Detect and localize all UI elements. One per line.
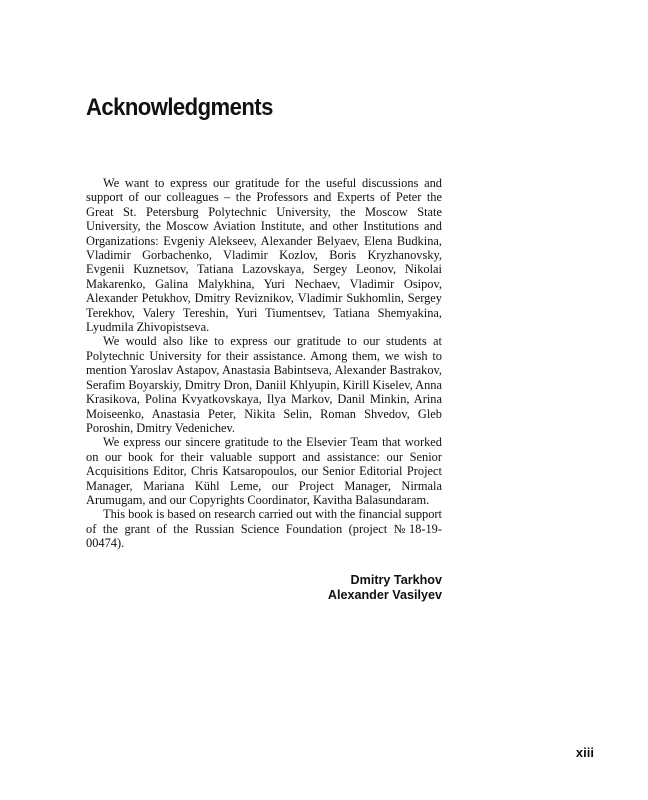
author-name: Dmitry Tarkhov bbox=[350, 573, 442, 587]
paragraph-elsevier-team: We express our sincere gratitude to the Elsevier Team that worked on our book for their valuable support and assistance: our Senior Acquisitions Editor, Chris Katsaropoulos, our Senior Editorial Project Manager, Mariana Kühl Leme, our Project Manager, Nirmala Arumugam, and our Copyrights Coordinator, Kavitha Balasundaram. bbox=[86, 435, 442, 507]
paragraph-students: We would also like to express our gratitude to our students at Polytechnic University for their assistance. Among them, we wish to mention Yaroslav Astapov, Anastasia Babintseva, Alexander Bastrakov, Serafim Boyarskiy, Dmitry Dron, Daniil Khlyupin, Kirill Kiselev, Anna Krasikova, Polina Kvyatkovskaya, Ilya Markov, Danil Minkin, Arina Moiseenko, Anastasia Peter, Nikita Selin, Roman Shvedov, Gleb Poroshin, Dmitry Vedenichev. bbox=[86, 334, 442, 435]
paragraph-funding: This book is based on research carried out with the financial support of the grant of the Russian Science Foundation (project №18-19-00474). bbox=[86, 507, 442, 551]
acknowledgments-body bbox=[86, 176, 442, 551]
page-title: Acknowledgments bbox=[86, 94, 273, 121]
author-name: Alexander Vasilyev bbox=[327, 588, 442, 602]
paragraph-colleagues: We want to express our gratitude for the useful discussions and support of our colleagues – the Professors and Experts of Peter the Great St. Petersburg Polytechnic University, the Moscow State University, the Moscow Aviation Institute, and other Institutions and Organizations: Evgeniy Alekseev, Alexander Belyaev, Elena Budkina, Vladimir Gorbachenko, Vladimir Kozlov, Boris Kryzhanovsky, Evgenii Kuznetsov, Tatiana Lazovskaya, Sergey Leonov, Nikolai Makarenko, Galina Malykhina, Yuri Nechaev, Vladimir Osipov, Alexander Petukhov, Dmitry Reviznikov, Vladimir Sukhomlin, Sergey Terekhov, Valery Tereshin, Yuri Tiumentsev, Tatiana Shemyakina, Lyudmila Zhivopistseva. bbox=[86, 176, 442, 335]
author-signatures bbox=[86, 573, 442, 603]
page-number: xiii bbox=[575, 745, 594, 760]
